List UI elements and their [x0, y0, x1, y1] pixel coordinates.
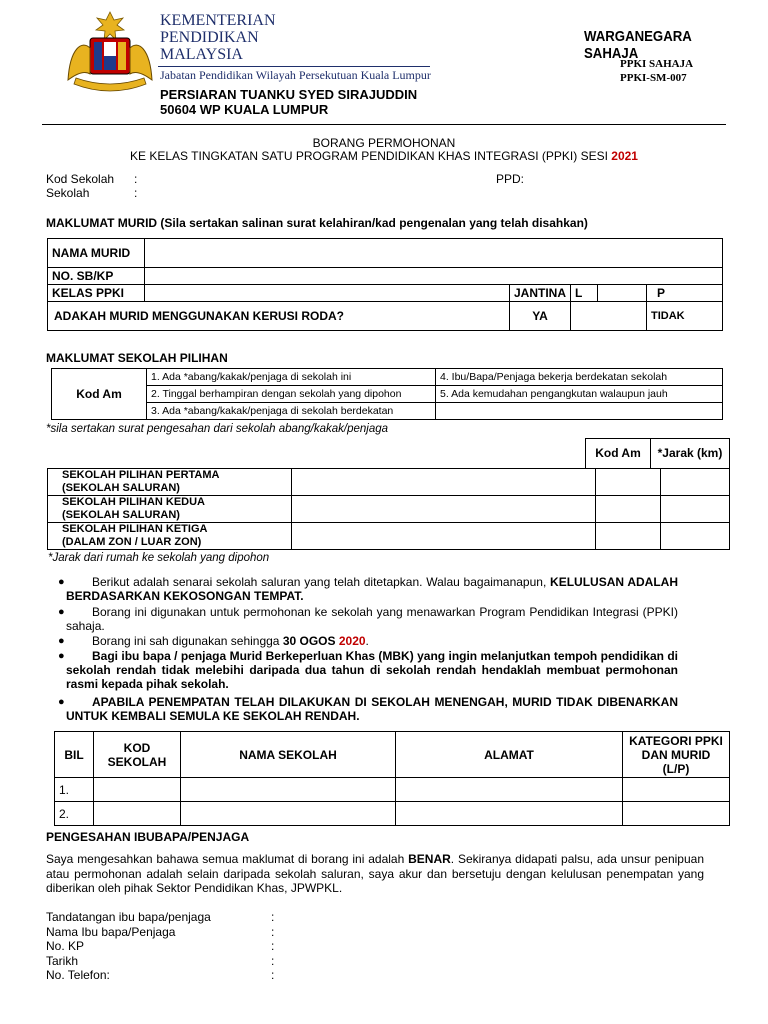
department-name: Jabatan Pendidikan Wilayah Persekutuan Kuala Lumpur — [160, 68, 431, 82]
student-section-heading: MAKLUMAT MURID (Sila sertakan salinan surat kelahiran/kad pengenalan yang telah disahkan) — [46, 216, 588, 230]
bullet-dot: ● — [58, 635, 65, 647]
choice-2-label — [48, 496, 292, 523]
jantina-label: JANTINA — [510, 285, 571, 302]
note-3-end: . — [365, 634, 369, 648]
field-phone[interactable] — [46, 968, 286, 983]
col-bil: BIL — [55, 732, 94, 778]
citizens-only-stamp: WARGANEGARA SAHAJA — [584, 28, 692, 62]
ministry-line-3: MALAYSIA — [160, 46, 243, 63]
kod-am-code-5: 5. Ada kemudahan pengangkutan walaupun jauh — [436, 386, 723, 403]
wheelchair-tidak-label: TIDAK — [647, 302, 723, 331]
wheelchair-ya-label: YA — [510, 302, 571, 331]
field-date-label: Tarikh — [46, 953, 79, 968]
confirmation-text — [46, 852, 704, 896]
kod-am-empty-cell — [436, 403, 723, 420]
session-year: 2021 — [611, 149, 638, 163]
col-kategori: KATEGORI PPKI DAN MURID (L/P) — [623, 732, 730, 778]
wheelchair-question: ADAKAH MURID MENGGUNAKAN KERUSI RODA? — [48, 302, 510, 331]
kod-am-code-4: 4. Ibu/Bapa/Penjaga bekerja berdekatan sekolah — [436, 369, 723, 386]
bullet-dot: ● — [58, 650, 65, 662]
student-table — [47, 238, 723, 331]
selection-section-heading: MAKLUMAT SEKOLAH PILIHAN — [46, 351, 228, 365]
note-3-text: Borang ini sah digunakan sehingga — [92, 634, 283, 648]
choice-1-line-2: (SEKOLAH SALURAN) — [62, 482, 180, 494]
field-date[interactable] — [46, 954, 286, 969]
title-line-2 — [42, 150, 726, 163]
form-label-2: PPKI-SM-007 — [620, 72, 687, 84]
field-colon: : — [271, 968, 275, 982]
col-kod-sekolah: KOD SEKOLAH — [94, 732, 181, 778]
choice-1-school-field[interactable] — [292, 469, 596, 496]
row-1-bil: 1. — [55, 778, 94, 802]
choice-2-line-1: SEKOLAH PILIHAN KEDUA — [62, 496, 206, 508]
choice-header-table — [585, 438, 730, 469]
title-line-1: BORANG PERMOHONAN — [312, 136, 456, 150]
ministry-line-1: KEMENTERIAN — [160, 12, 276, 29]
ppd-label: PPD: — [496, 172, 525, 186]
field-signature-label: Tandatangan ibu bapa/penjaga — [46, 910, 211, 924]
sibling-note: *sila sertakan surat pengesahan dari sekolah abang/kakak/penjaga — [46, 423, 389, 435]
note-3 — [66, 634, 678, 648]
header-divider — [158, 66, 430, 67]
choice-2-jarak-field[interactable] — [661, 496, 730, 523]
col-kod-am: Kod Am — [586, 439, 651, 469]
row-2-kategori-field[interactable] — [623, 802, 730, 826]
row-2-nama-field[interactable] — [181, 802, 396, 826]
malaysia-crest-logo — [60, 8, 160, 98]
row-1-kod-field[interactable] — [94, 778, 181, 802]
kod-sekolah-colon: : — [134, 172, 138, 186]
sekolah-colon: : — [134, 186, 138, 200]
title-line-2-text: KE KELAS TINGKATAN SATU PROGRAM PENDIDIKAN KHAS INTEGRASI (PPKI) SESI — [130, 149, 608, 163]
choice-3-school-field[interactable] — [292, 523, 596, 550]
field-phone-label: No. Telefon: — [46, 968, 110, 982]
choice-3-kod-field[interactable] — [596, 523, 661, 550]
note-4: Bagi ibu bapa / penjaga Murid Berkeperluan Khas (MBK) yang ingin melanjutkan tempoh pendidikan di sekolah rendah tidak melebihi daripada dua tahun di sekolah rendah hendaklah membuat permohonan rasmi kepada pihak sekolah. — [66, 649, 678, 691]
confirmation-text-end: . Sekiranya didapati palsu, ada unsur penipuan atau permohonan adalah selain daripada sekolah saluran, saya akur dan bersetuju dengan kelulusan penempatan yang diberikan oleh pihak Sektor Pendidikan Khas, JPWPKL. — [46, 852, 704, 895]
field-ic-number-label: No. KP — [46, 939, 85, 953]
gender-l-box[interactable] — [598, 285, 647, 302]
note-3-year: 2020 — [338, 634, 366, 648]
sekolah-label: Sekolah — [46, 186, 90, 200]
row-2-alamat-field[interactable] — [396, 802, 623, 826]
note-1-text: Berikut adalah senarai sekolah saluran yang telah ditetapkan. Walau bagaimanapun, — [92, 575, 551, 589]
gender-p-label: P — [647, 285, 723, 302]
field-colon: : — [271, 953, 275, 968]
kelas-ppki-label: KELAS PPKI — [48, 285, 145, 302]
choice-3-line-1: SEKOLAH PILIHAN KETIGA — [62, 523, 208, 535]
ministry-line-2: PENDIDIKAN — [160, 29, 259, 46]
kelas-ppki-field[interactable] — [145, 285, 510, 302]
wheelchair-ya-box[interactable] — [571, 302, 647, 331]
signature-fields — [46, 910, 286, 983]
nama-murid-label: NAMA MURID — [48, 239, 145, 268]
field-colon: : — [271, 924, 275, 939]
col-alamat: ALAMAT — [396, 732, 623, 778]
gender-l-label: L — [571, 285, 598, 302]
col-nama-sekolah: NAMA SEKOLAH — [181, 732, 396, 778]
field-parent-name[interactable] — [46, 925, 286, 940]
row-1-kategori-field[interactable] — [623, 778, 730, 802]
kod-am-code-2: 2. Tinggal berhampiran dengan sekolah yang dipohon — [147, 386, 436, 403]
row-2-kod-field[interactable] — [94, 802, 181, 826]
bullet-dot: ● — [58, 576, 65, 588]
kod-sekolah-label: Kod Sekolah — [46, 172, 115, 186]
field-ic-number[interactable] — [46, 939, 286, 954]
ministry-name — [160, 12, 276, 63]
choice-1-label — [48, 469, 292, 496]
choice-3-line-2: (DALAM ZON / LUAR ZON) — [62, 536, 202, 548]
form-title — [42, 137, 726, 163]
field-colon: : — [271, 939, 275, 953]
choice-table — [47, 468, 730, 550]
row-1-nama-field[interactable] — [181, 778, 396, 802]
choice-3-label — [48, 523, 292, 550]
school-info — [46, 172, 138, 200]
kod-am-code-3: 3. Ada *abang/kakak/penjaga di sekolah berdekatan — [147, 403, 436, 420]
choice-1-line-1: SEKOLAH PILIHAN PERTAMA — [62, 469, 220, 481]
field-parent-name-label: Nama Ibu bapa/Penjaga — [46, 924, 176, 939]
kod-am-label: Kod Am — [52, 369, 147, 420]
form-label-1: PPKI SAHAJA — [620, 58, 694, 70]
note-5: APABILA PENEMPATAN TELAH DILAKUKAN DI SEKOLAH MENENGAH, MURID TIDAK DIBENARKAN UNTUK KEMBALI SEMULA KE SEKOLAH RENDAH. — [66, 695, 678, 723]
row-1-alamat-field[interactable] — [396, 778, 623, 802]
field-signature[interactable] — [46, 910, 286, 925]
kod-am-table — [51, 368, 723, 420]
note-1 — [66, 575, 678, 603]
confirmation-benar: BENAR — [408, 852, 451, 866]
confirmation-text-start: Saya mengesahkan bahawa semua maklumat di borang ini adalah — [46, 852, 409, 866]
choice-2-line-2: (SEKOLAH SALURAN) — [62, 509, 180, 521]
address-block — [160, 87, 417, 117]
choice-2-kod-field[interactable] — [596, 496, 661, 523]
schools-table — [54, 731, 730, 826]
kod-am-code-1: 1. Ada *abang/kakak/penjaga di sekolah ini — [147, 369, 436, 386]
nama-murid-field[interactable] — [145, 239, 723, 268]
note-2: Borang ini digunakan untuk permohonan ke sekolah yang menawarkan Program Pendidikan Integrasi (PPKI) sahaja. — [66, 605, 678, 633]
note-1-bold: KELULUSAN ADALAH BERDASARKAN KEKOSONGAN TEMPAT. — [66, 575, 679, 603]
choice-1-jarak-field[interactable] — [661, 469, 730, 496]
choice-1-kod-field[interactable] — [596, 469, 661, 496]
choice-3-jarak-field[interactable] — [661, 523, 730, 550]
bullet-dot: ● — [58, 606, 65, 618]
address-line-1: PERSIARAN TUANKU SYED SIRAJUDDIN — [160, 87, 418, 102]
sbkp-label: NO. SB/KP — [48, 268, 145, 285]
title-divider — [42, 124, 726, 125]
note-3-date: 30 OGOS — [282, 634, 336, 648]
form-code — [620, 57, 693, 85]
address-line-2: 50604 WP KUALA LUMPUR — [160, 102, 329, 117]
distance-note: *Jarak dari rumah ke sekolah yang dipohon — [48, 552, 270, 564]
field-colon: : — [271, 910, 275, 924]
confirmation-heading: PENGESAHAN IBUBAPA/PENJAGA — [46, 830, 250, 844]
col-jarak: *Jarak (km) — [651, 439, 730, 469]
bullet-dot: ● — [58, 696, 65, 708]
choice-2-school-field[interactable] — [292, 496, 596, 523]
row-2-bil: 2. — [55, 802, 94, 826]
sbkp-field[interactable] — [145, 268, 723, 285]
